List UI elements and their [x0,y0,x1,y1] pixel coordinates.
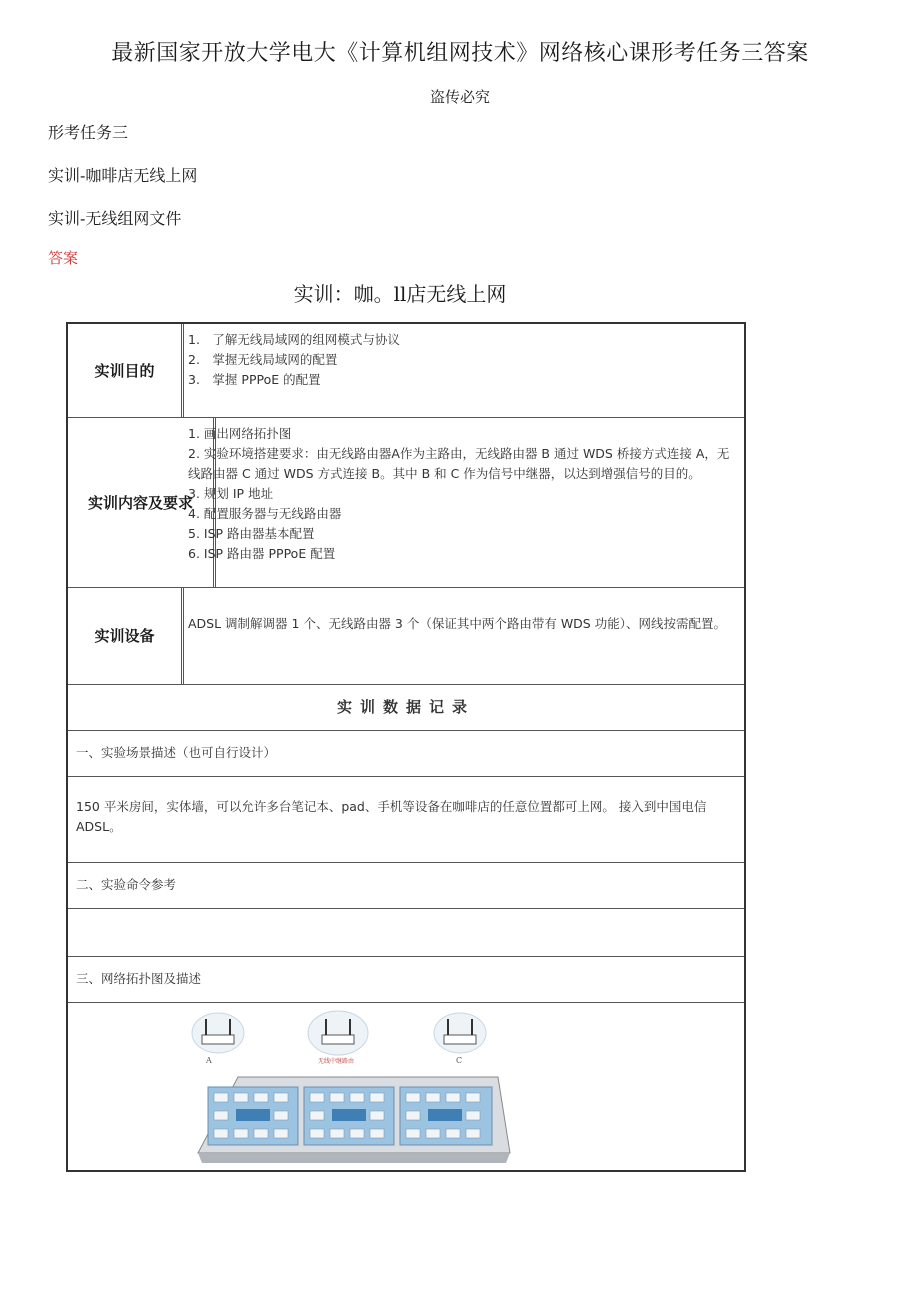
equipment-row [68,588,744,685]
training-heading: 实训：咖。ll店无线上网 [293,282,507,306]
section2-blank-row [68,909,744,957]
router-b-icon [308,1011,368,1055]
diagram-row [68,1003,744,1174]
document-subtitle: 盗传必究 [429,88,490,106]
section2-heading: 二、实验命令参考 [76,877,177,892]
task-label: 形考任务三 [48,123,129,142]
router-label: 无线中继路由 [318,1058,355,1065]
record-title: 实训数据记录 [336,698,475,716]
record-title-row [68,685,744,731]
equipment-label: 实训设备 [68,588,184,684]
purpose-item: 2. 掌握无线局域网的配置 [188,352,338,367]
purpose-list [188,330,736,390]
section1-heading: 一、实验场景描述（也可自行设计） [76,745,277,760]
router-c-icon [434,1013,486,1053]
content-label: 实训内容及要求 [68,418,216,587]
purpose-row [68,324,744,418]
section3-row [68,957,744,1003]
purpose-item: 1. 了解无线局域网的组网模式与协议 [188,332,400,347]
content-item: 2. 实验环境搭建要求：由无线路由器A作为主路由，无线路由器 B 通过 WDS 桥接方式连接 A，无线路由器 C 通过 WDS 方式连接 B。其中 B 和 C 作为信号中继器，以达到增强信号的目的。 [188,446,730,481]
answer-label: 答案 [48,249,79,267]
content-row [68,418,744,588]
content-list [188,424,736,564]
router-a-icon [192,1013,244,1053]
section1-text: 150 平米房间，实体墙，可以允许多台笔记本、pad、手机等设备在咖啡店的任意位置都可上网。 接入到中国电信 ADSL。 [76,799,707,834]
training-item-1: 实训-咖啡店无线上网 [48,166,198,185]
training-table [66,322,746,1172]
floor-plan-icon [198,1077,510,1163]
section1-row [68,731,744,777]
content-item: 5. ISP 路由器基本配置 [188,526,315,541]
router-label: A [206,1056,212,1065]
section2-row [68,863,744,909]
content-item: 3. 规划 IP 地址 [188,486,274,501]
training-item-2: 实训-无线组网文件 [48,209,182,228]
purpose-item: 3. 掌握 PPPoE 的配置 [188,372,321,387]
document-title: 最新国家开放大学电大《计算机组网技术》网络核心课形考任务三答案 [111,41,809,66]
content-item: 1. 画出网络拓扑图 [188,426,292,441]
network-topology-diagram [178,1003,528,1173]
purpose-label: 实训目的 [68,324,184,417]
equipment-text: ADSL 调制解调器 1 个、无线路由器 3 个（保证其中两个路由带有 WDS 功能）、网线按需配置。 [188,616,726,631]
content-item: 4. 配置服务器与无线路由器 [188,506,342,521]
content-item: 6. ISP 路由器 PPPoE 配置 [188,546,336,561]
section3-heading: 三、网络拓扑图及描述 [76,971,202,986]
section1-text-row [68,777,744,863]
router-label: C [456,1056,463,1065]
